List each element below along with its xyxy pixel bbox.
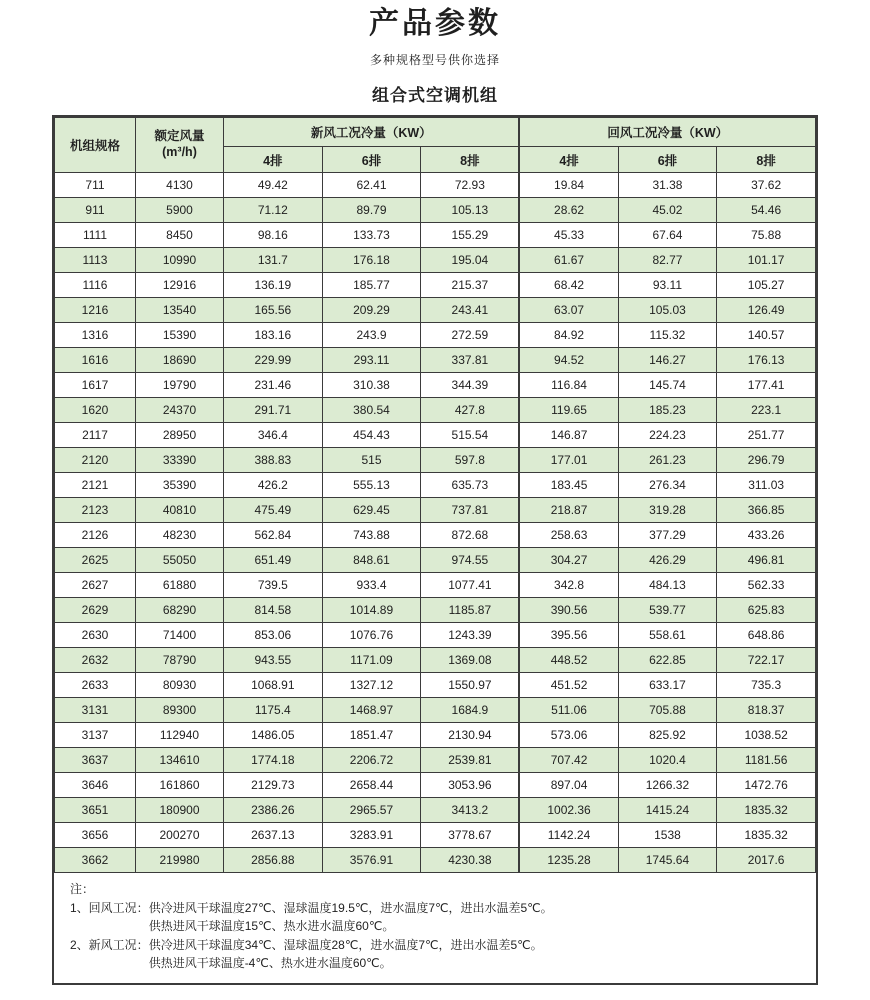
table-row <box>55 673 816 698</box>
cell-spec: 3651 <box>55 798 136 823</box>
cell-airflow: 200270 <box>136 823 224 848</box>
table-row <box>55 223 816 248</box>
note-item-return <box>70 899 802 936</box>
cell-fresh-8: 1369.08 <box>421 648 520 673</box>
cell-airflow: 4130 <box>136 173 224 198</box>
cell-airflow: 71400 <box>136 623 224 648</box>
note-text <box>149 899 802 936</box>
cell-airflow: 48230 <box>136 523 224 548</box>
cell-return-4: 68.42 <box>519 273 618 298</box>
table-row <box>55 273 816 298</box>
table-row <box>55 548 816 573</box>
cell-airflow: 24370 <box>136 398 224 423</box>
cell-fresh-8: 1243.39 <box>421 623 520 648</box>
cell-spec: 2632 <box>55 648 136 673</box>
cell-return-4: 390.56 <box>519 598 618 623</box>
cell-return-4: 119.65 <box>519 398 618 423</box>
cell-fresh-6: 629.45 <box>322 498 421 523</box>
cell-return-6: 1020.4 <box>618 748 717 773</box>
col-header-spec: 机组规格 <box>55 118 136 173</box>
note-label: 1、回风工况： <box>70 900 149 915</box>
cell-spec: 3637 <box>55 748 136 773</box>
cell-return-6: 115.32 <box>618 323 717 348</box>
cell-fresh-8: 3413.2 <box>421 798 520 823</box>
note-line: 供热进风干球温度15℃、热水进水温度60℃。 <box>148 919 395 934</box>
cell-fresh-6: 62.41 <box>322 173 421 198</box>
cell-airflow: 80930 <box>136 673 224 698</box>
cell-return-6: 484.13 <box>618 573 717 598</box>
airflow-unit: (m³/h) <box>162 145 197 159</box>
cell-return-6: 82.77 <box>618 248 717 273</box>
cell-return-8: 562.33 <box>717 573 816 598</box>
cell-return-4: 61.67 <box>519 248 618 273</box>
cell-return-6: 633.17 <box>618 673 717 698</box>
cell-fresh-6: 2965.57 <box>322 798 421 823</box>
sub-header-return-8: 8排 <box>717 147 816 173</box>
cell-fresh-4: 1175.4 <box>224 698 323 723</box>
table-row <box>55 598 816 623</box>
cell-return-4: 897.04 <box>519 773 618 798</box>
cell-fresh-4: 2856.88 <box>224 848 323 873</box>
cell-return-8: 223.1 <box>717 398 816 423</box>
cell-spec: 3131 <box>55 698 136 723</box>
cell-return-6: 1538 <box>618 823 717 848</box>
cell-fresh-6: 1327.12 <box>322 673 421 698</box>
cell-spec: 2117 <box>55 423 136 448</box>
cell-return-4: 511.06 <box>519 698 618 723</box>
cell-return-8: 818.37 <box>717 698 816 723</box>
cell-fresh-4: 1486.05 <box>224 723 323 748</box>
cell-airflow: 35390 <box>136 473 224 498</box>
cell-fresh-4: 98.16 <box>224 223 323 248</box>
cell-return-4: 84.92 <box>519 323 618 348</box>
cell-return-6: 105.03 <box>618 298 717 323</box>
cell-fresh-6: 310.38 <box>322 373 421 398</box>
cell-fresh-6: 2658.44 <box>322 773 421 798</box>
table-row <box>55 473 816 498</box>
cell-spec: 1620 <box>55 398 136 423</box>
cell-fresh-8: 155.29 <box>421 223 520 248</box>
cell-fresh-6: 3283.91 <box>322 823 421 848</box>
table-row <box>55 348 816 373</box>
cell-airflow: 55050 <box>136 548 224 573</box>
cell-fresh-8: 1684.9 <box>421 698 520 723</box>
cell-fresh-8: 105.13 <box>421 198 520 223</box>
cell-fresh-4: 131.7 <box>224 248 323 273</box>
cell-spec: 1113 <box>55 248 136 273</box>
table-row <box>55 298 816 323</box>
cell-airflow: 15390 <box>136 323 224 348</box>
table-row <box>55 648 816 673</box>
cell-spec: 711 <box>55 173 136 198</box>
cell-return-8: 366.85 <box>717 498 816 523</box>
table-title: 组合式空调机组 <box>372 86 498 105</box>
cell-fresh-6: 1171.09 <box>322 648 421 673</box>
cell-return-4: 258.63 <box>519 523 618 548</box>
cell-airflow: 61880 <box>136 573 224 598</box>
table-row <box>55 323 816 348</box>
cell-fresh-6: 743.88 <box>322 523 421 548</box>
page-subtitle: 多种规格型号供你选择 <box>369 53 500 67</box>
cell-spec: 1316 <box>55 323 136 348</box>
cell-return-4: 342.8 <box>519 573 618 598</box>
cell-return-8: 101.17 <box>717 248 816 273</box>
cell-return-4: 146.87 <box>519 423 618 448</box>
cell-fresh-6: 2206.72 <box>322 748 421 773</box>
spec-table <box>54 117 816 873</box>
cell-return-6: 426.29 <box>618 548 717 573</box>
cell-return-8: 1472.76 <box>717 773 816 798</box>
cell-airflow: 8450 <box>136 223 224 248</box>
cell-return-6: 1266.32 <box>618 773 717 798</box>
cell-return-8: 75.88 <box>717 223 816 248</box>
cell-return-4: 218.87 <box>519 498 618 523</box>
cell-spec: 2625 <box>55 548 136 573</box>
table-row <box>55 448 816 473</box>
page-header <box>0 0 870 106</box>
cell-return-6: 185.23 <box>618 398 717 423</box>
airflow-label: 额定风量 <box>154 129 205 144</box>
cell-airflow: 18690 <box>136 348 224 373</box>
cell-fresh-8: 1550.97 <box>421 673 520 698</box>
cell-fresh-6: 185.77 <box>322 273 421 298</box>
spec-table-container <box>52 115 818 985</box>
col-group-return-air: 回风工况冷量（KW） <box>519 118 815 147</box>
cell-airflow: 12916 <box>136 273 224 298</box>
cell-fresh-4: 475.49 <box>224 498 323 523</box>
sub-header-fresh-6: 6排 <box>322 147 421 173</box>
cell-return-8: 1038.52 <box>717 723 816 748</box>
cell-fresh-6: 133.73 <box>322 223 421 248</box>
cell-fresh-6: 848.61 <box>322 548 421 573</box>
sub-header-return-6: 6排 <box>618 147 717 173</box>
cell-return-4: 1002.36 <box>519 798 618 823</box>
cell-fresh-4: 165.56 <box>224 298 323 323</box>
cell-fresh-8: 427.8 <box>421 398 520 423</box>
cell-fresh-4: 1068.91 <box>224 673 323 698</box>
cell-return-6: 67.64 <box>618 223 717 248</box>
cell-spec: 1616 <box>55 348 136 373</box>
notes-heading: 注： <box>70 882 95 896</box>
cell-fresh-4: 943.55 <box>224 648 323 673</box>
cell-spec: 2629 <box>55 598 136 623</box>
table-row <box>55 498 816 523</box>
cell-return-6: 276.34 <box>618 473 717 498</box>
cell-fresh-8: 1185.87 <box>421 598 520 623</box>
table-row <box>55 848 816 873</box>
cell-return-8: 296.79 <box>717 448 816 473</box>
cell-return-6: 705.88 <box>618 698 717 723</box>
cell-airflow: 134610 <box>136 748 224 773</box>
cell-fresh-6: 454.43 <box>322 423 421 448</box>
cell-fresh-8: 3053.96 <box>421 773 520 798</box>
cell-fresh-6: 293.11 <box>322 348 421 373</box>
cell-airflow: 89300 <box>136 698 224 723</box>
table-row <box>55 723 816 748</box>
cell-airflow: 78790 <box>136 648 224 673</box>
table-row <box>55 798 816 823</box>
cell-fresh-4: 739.5 <box>224 573 323 598</box>
cell-fresh-8: 635.73 <box>421 473 520 498</box>
cell-fresh-8: 737.81 <box>421 498 520 523</box>
cell-return-6: 825.92 <box>618 723 717 748</box>
cell-spec: 2121 <box>55 473 136 498</box>
cell-return-8: 722.17 <box>717 648 816 673</box>
table-row <box>55 398 816 423</box>
table-row <box>55 773 816 798</box>
cell-return-6: 224.23 <box>618 423 717 448</box>
cell-spec: 3137 <box>55 723 136 748</box>
cell-spec: 2627 <box>55 573 136 598</box>
cell-return-8: 1181.56 <box>717 748 816 773</box>
cell-fresh-6: 243.9 <box>322 323 421 348</box>
cell-fresh-8: 3778.67 <box>421 823 520 848</box>
cell-fresh-8: 515.54 <box>421 423 520 448</box>
cell-return-4: 183.45 <box>519 473 618 498</box>
cell-return-8: 177.41 <box>717 373 816 398</box>
cell-spec: 2633 <box>55 673 136 698</box>
cell-fresh-6: 1468.97 <box>322 698 421 723</box>
cell-airflow: 112940 <box>136 723 224 748</box>
cell-return-6: 539.77 <box>618 598 717 623</box>
cell-return-4: 707.42 <box>519 748 618 773</box>
cell-return-4: 94.52 <box>519 348 618 373</box>
table-row <box>55 423 816 448</box>
cell-fresh-6: 1851.47 <box>322 723 421 748</box>
cell-spec: 1216 <box>55 298 136 323</box>
note-line: 供冷进风干球温度27℃、湿球温度19.5℃，进水温度7℃，进出水温差5℃。 <box>148 900 553 915</box>
cell-spec: 2126 <box>55 523 136 548</box>
cell-airflow: 219980 <box>136 848 224 873</box>
note-text <box>149 936 802 973</box>
table-row <box>55 748 816 773</box>
cell-fresh-4: 562.84 <box>224 523 323 548</box>
table-row <box>55 698 816 723</box>
cell-fresh-4: 651.49 <box>224 548 323 573</box>
cell-return-6: 146.27 <box>618 348 717 373</box>
cell-return-4: 304.27 <box>519 548 618 573</box>
cell-fresh-4: 426.2 <box>224 473 323 498</box>
cell-return-6: 31.38 <box>618 173 717 198</box>
cell-airflow: 19790 <box>136 373 224 398</box>
sub-header-return-4: 4排 <box>519 147 618 173</box>
col-group-fresh-air: 新风工况冷量（KW） <box>224 118 520 147</box>
cell-return-4: 451.52 <box>519 673 618 698</box>
cell-airflow: 180900 <box>136 798 224 823</box>
table-row <box>55 623 816 648</box>
cell-return-8: 1835.32 <box>717 823 816 848</box>
cell-fresh-8: 243.41 <box>421 298 520 323</box>
cell-return-8: 105.27 <box>717 273 816 298</box>
cell-return-8: 37.62 <box>717 173 816 198</box>
cell-spec: 911 <box>55 198 136 223</box>
cell-spec: 3646 <box>55 773 136 798</box>
cell-fresh-8: 4230.38 <box>421 848 520 873</box>
cell-spec: 1111 <box>55 223 136 248</box>
cell-airflow: 5900 <box>136 198 224 223</box>
cell-return-8: 625.83 <box>717 598 816 623</box>
notes-block <box>54 873 816 983</box>
cell-return-4: 1235.28 <box>519 848 618 873</box>
cell-return-4: 395.56 <box>519 623 618 648</box>
cell-fresh-6: 176.18 <box>322 248 421 273</box>
table-row <box>55 198 816 223</box>
cell-return-4: 45.33 <box>519 223 618 248</box>
cell-fresh-8: 2130.94 <box>421 723 520 748</box>
cell-fresh-8: 597.8 <box>421 448 520 473</box>
table-row <box>55 523 816 548</box>
cell-return-4: 573.06 <box>519 723 618 748</box>
cell-fresh-4: 2386.26 <box>224 798 323 823</box>
cell-return-4: 19.84 <box>519 173 618 198</box>
cell-spec: 2120 <box>55 448 136 473</box>
col-header-airflow <box>136 118 224 173</box>
cell-fresh-8: 974.55 <box>421 548 520 573</box>
sub-header-fresh-8: 8排 <box>421 147 520 173</box>
cell-spec: 1617 <box>55 373 136 398</box>
cell-return-6: 145.74 <box>618 373 717 398</box>
cell-return-4: 116.84 <box>519 373 618 398</box>
cell-spec: 1116 <box>55 273 136 298</box>
cell-fresh-4: 231.46 <box>224 373 323 398</box>
cell-fresh-4: 388.83 <box>224 448 323 473</box>
cell-return-8: 496.81 <box>717 548 816 573</box>
cell-fresh-4: 183.16 <box>224 323 323 348</box>
cell-fresh-8: 872.68 <box>421 523 520 548</box>
table-row <box>55 373 816 398</box>
note-item-fresh <box>70 936 802 973</box>
cell-fresh-8: 215.37 <box>421 273 520 298</box>
cell-fresh-4: 71.12 <box>224 198 323 223</box>
sub-header-fresh-4: 4排 <box>224 147 323 173</box>
cell-fresh-4: 814.58 <box>224 598 323 623</box>
cell-return-4: 448.52 <box>519 648 618 673</box>
cell-fresh-8: 1077.41 <box>421 573 520 598</box>
cell-return-6: 1415.24 <box>618 798 717 823</box>
cell-fresh-6: 1014.89 <box>322 598 421 623</box>
cell-fresh-8: 344.39 <box>421 373 520 398</box>
cell-return-4: 1142.24 <box>519 823 618 848</box>
page-title: 产品参数 <box>369 7 501 40</box>
cell-return-8: 251.77 <box>717 423 816 448</box>
cell-fresh-6: 209.29 <box>322 298 421 323</box>
cell-spec: 3662 <box>55 848 136 873</box>
table-row <box>55 573 816 598</box>
table-row <box>55 173 816 198</box>
cell-spec: 3656 <box>55 823 136 848</box>
cell-fresh-4: 1774.18 <box>224 748 323 773</box>
cell-return-6: 93.11 <box>618 273 717 298</box>
cell-return-8: 54.46 <box>717 198 816 223</box>
cell-return-8: 433.26 <box>717 523 816 548</box>
cell-fresh-8: 72.93 <box>421 173 520 198</box>
note-line: 供冷进风干球温度34℃、湿球温度28℃，进水温度7℃，进出水温差5℃。 <box>148 937 543 952</box>
cell-return-8: 2017.6 <box>717 848 816 873</box>
cell-return-8: 735.3 <box>717 673 816 698</box>
cell-return-8: 1835.32 <box>717 798 816 823</box>
note-label: 2、新风工况： <box>70 937 149 952</box>
cell-fresh-8: 195.04 <box>421 248 520 273</box>
cell-return-6: 319.28 <box>618 498 717 523</box>
cell-fresh-6: 933.4 <box>322 573 421 598</box>
cell-airflow: 10990 <box>136 248 224 273</box>
cell-return-8: 126.49 <box>717 298 816 323</box>
cell-fresh-4: 49.42 <box>224 173 323 198</box>
cell-return-8: 176.13 <box>717 348 816 373</box>
cell-fresh-4: 2637.13 <box>224 823 323 848</box>
cell-spec: 2123 <box>55 498 136 523</box>
cell-return-6: 261.23 <box>618 448 717 473</box>
note-line: 供热进风干球温度-4℃、热水进水温度60℃。 <box>148 956 392 971</box>
cell-fresh-6: 89.79 <box>322 198 421 223</box>
cell-fresh-4: 291.71 <box>224 398 323 423</box>
cell-return-8: 311.03 <box>717 473 816 498</box>
table-body <box>55 173 816 873</box>
table-row <box>55 248 816 273</box>
cell-return-4: 177.01 <box>519 448 618 473</box>
cell-fresh-8: 272.59 <box>421 323 520 348</box>
cell-return-6: 1745.64 <box>618 848 717 873</box>
cell-fresh-4: 853.06 <box>224 623 323 648</box>
cell-airflow: 33390 <box>136 448 224 473</box>
cell-fresh-6: 1076.76 <box>322 623 421 648</box>
cell-fresh-4: 136.19 <box>224 273 323 298</box>
cell-airflow: 40810 <box>136 498 224 523</box>
cell-return-6: 558.61 <box>618 623 717 648</box>
cell-return-8: 140.57 <box>717 323 816 348</box>
cell-return-6: 45.02 <box>618 198 717 223</box>
cell-return-8: 648.86 <box>717 623 816 648</box>
cell-return-4: 63.07 <box>519 298 618 323</box>
cell-airflow: 28950 <box>136 423 224 448</box>
table-row <box>55 823 816 848</box>
cell-fresh-4: 229.99 <box>224 348 323 373</box>
cell-fresh-6: 3576.91 <box>322 848 421 873</box>
cell-airflow: 161860 <box>136 773 224 798</box>
cell-return-6: 622.85 <box>618 648 717 673</box>
cell-spec: 2630 <box>55 623 136 648</box>
cell-airflow: 68290 <box>136 598 224 623</box>
cell-return-4: 28.62 <box>519 198 618 223</box>
cell-airflow: 13540 <box>136 298 224 323</box>
cell-fresh-8: 2539.81 <box>421 748 520 773</box>
cell-fresh-4: 2129.73 <box>224 773 323 798</box>
cell-fresh-6: 515 <box>322 448 421 473</box>
cell-return-6: 377.29 <box>618 523 717 548</box>
cell-fresh-4: 346.4 <box>224 423 323 448</box>
cell-fresh-6: 555.13 <box>322 473 421 498</box>
cell-fresh-6: 380.54 <box>322 398 421 423</box>
cell-fresh-8: 337.81 <box>421 348 520 373</box>
